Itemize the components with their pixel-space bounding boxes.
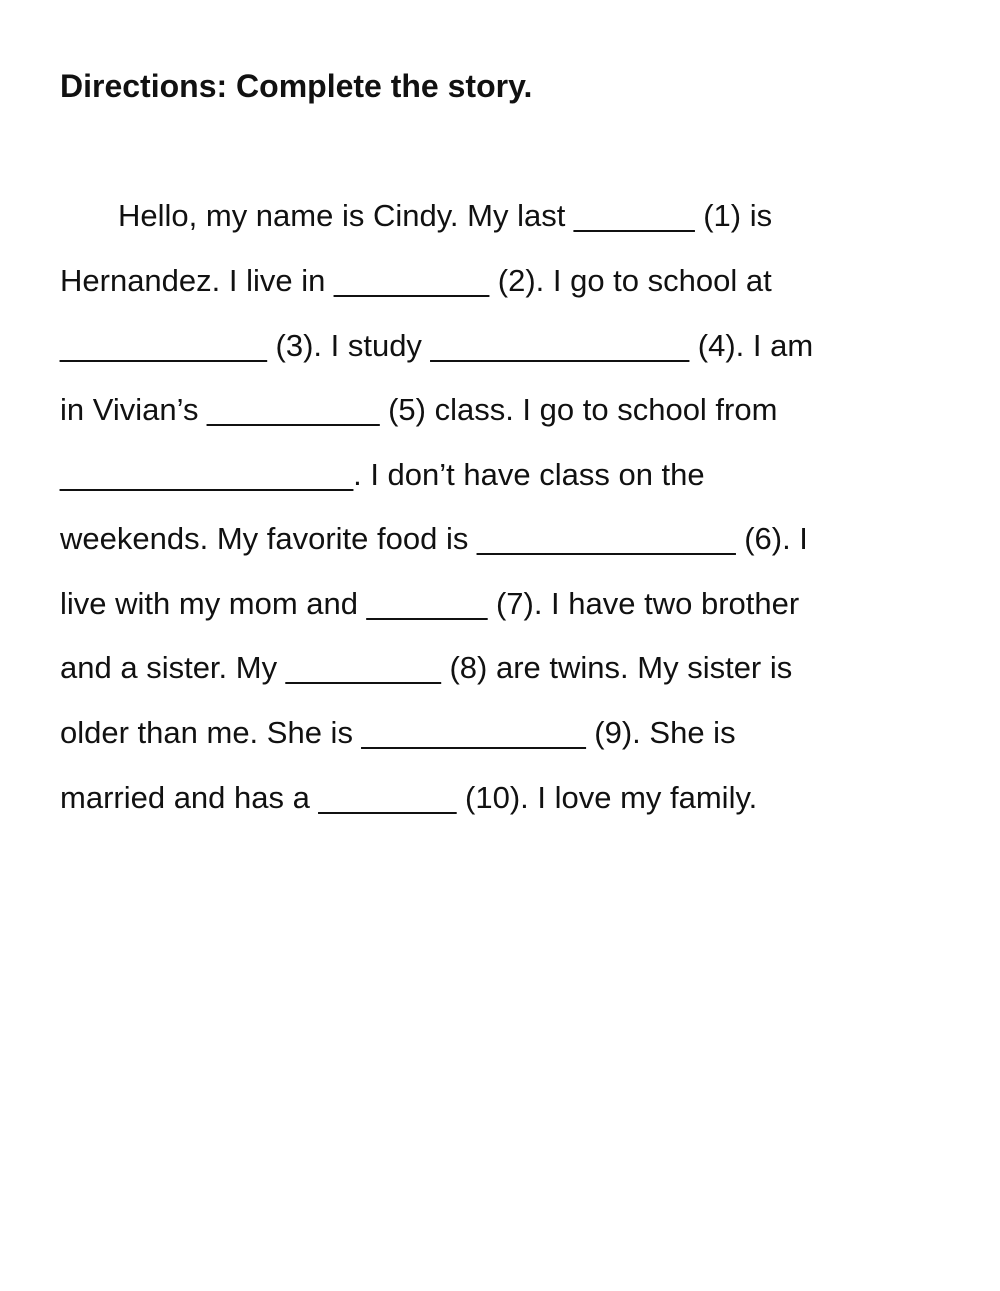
story-line-10: married and has a ________ (10). I love my family. xyxy=(60,780,758,815)
story-line-9: older than me. She is _____________ (9). She is xyxy=(60,715,736,750)
story-line-6: weekends. My favorite food is _______________ (6). I xyxy=(60,521,808,556)
story-line-4: in Vivian’s __________ (5) class. I go to school from xyxy=(60,392,778,427)
directions-heading: Directions: Complete the story. xyxy=(60,68,533,104)
story-line-5: _________________. I don’t have class on the xyxy=(60,457,705,492)
story-line-1: Hello, my name is Cindy. My last _______ (1) is xyxy=(118,198,773,233)
story-line-3: ____________ (3). I study _______________ (4). I am xyxy=(60,328,814,363)
story-line-8: and a sister. My _________ (8) are twins. My sister is xyxy=(60,650,793,685)
story-line-2: Hernandez. I live in _________ (2). I go to school at xyxy=(60,263,772,298)
story-line-7: live with my mom and _______ (7). I have two brother xyxy=(60,586,800,621)
